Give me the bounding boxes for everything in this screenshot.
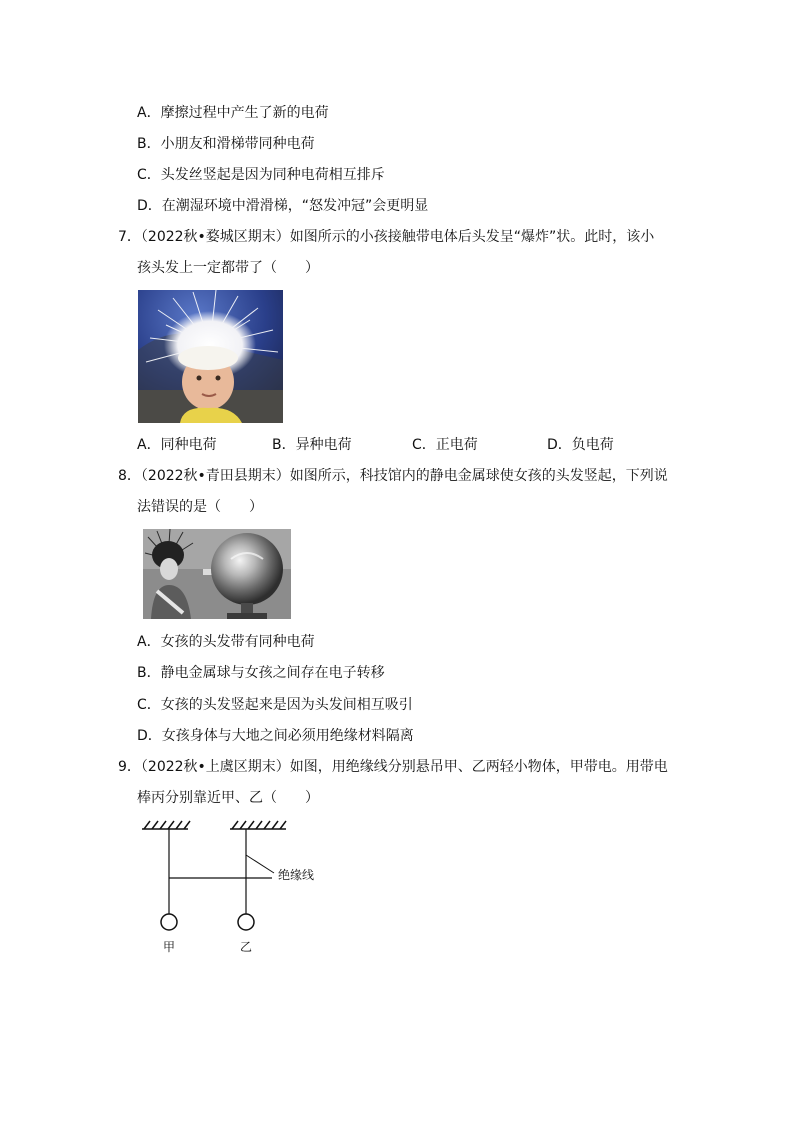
q7-stem-line1: 7．（2022秋•婺城区期末）如图所示的小孩接触带电体后头发呈“爆炸”状。此时，该小 [118,229,655,245]
label-b: 乙 [240,940,253,954]
q7-option-a: A．同种电荷 [137,437,217,453]
q7-option-d: D．负电荷 [547,437,614,453]
ball-a [161,914,177,930]
q6-option-c: C．头发丝竖起是因为同种电荷相互排斥 [137,167,385,183]
q7-options-row [0,435,794,455]
q8-option-b: B．静电金属球与女孩之间存在电子转移 [137,665,385,681]
q8-stem-line2: 法错误的是（ ） [137,499,263,515]
q9-stem-line1: 9．（2022秋•上虞区期末）如图，用绝缘线分别悬吊甲、乙两轻小物体，甲带电。用带电 [118,759,668,775]
ceiling-support-right [230,821,286,829]
q8-option-c: C．女孩的头发竖起来是因为头发间相互吸引 [137,697,413,713]
q8-option-a: A．女孩的头发带有同种电荷 [137,634,315,650]
wire-label: 绝缘线 [278,868,315,882]
q6-option-d: D．在潮湿环境中滑滑梯，“怒发冲冠”会更明显 [137,198,429,214]
q9-stem-line2: 棒丙分别靠近甲、乙（ ） [137,790,319,806]
q7-stem-line2: 孩头发上一定都带了（ ） [137,260,319,276]
ball-b [238,914,254,930]
q7-child-photo [138,290,283,423]
q7-option-b: B．异种电荷 [272,437,352,453]
label-leader-line [246,855,274,873]
q8-stem-line1: 8．（2022秋•青田县期末）如图所示，科技馆内的静电金属球使女孩的头发竖起，下列说 [118,468,668,484]
q9-suspension-diagram [130,815,330,960]
q8-girl-globe-photo [143,529,291,619]
q8-option-d: D．女孩身体与大地之间必须用绝缘材料隔离 [137,728,414,744]
ceiling-support-left [142,821,190,829]
label-a: 甲 [163,940,176,954]
q7-option-c: C．正电荷 [412,437,478,453]
q6-option-b: B．小朋友和滑梯带同种电荷 [137,136,315,152]
q6-option-a: A．摩擦过程中产生了新的电荷 [137,105,329,121]
